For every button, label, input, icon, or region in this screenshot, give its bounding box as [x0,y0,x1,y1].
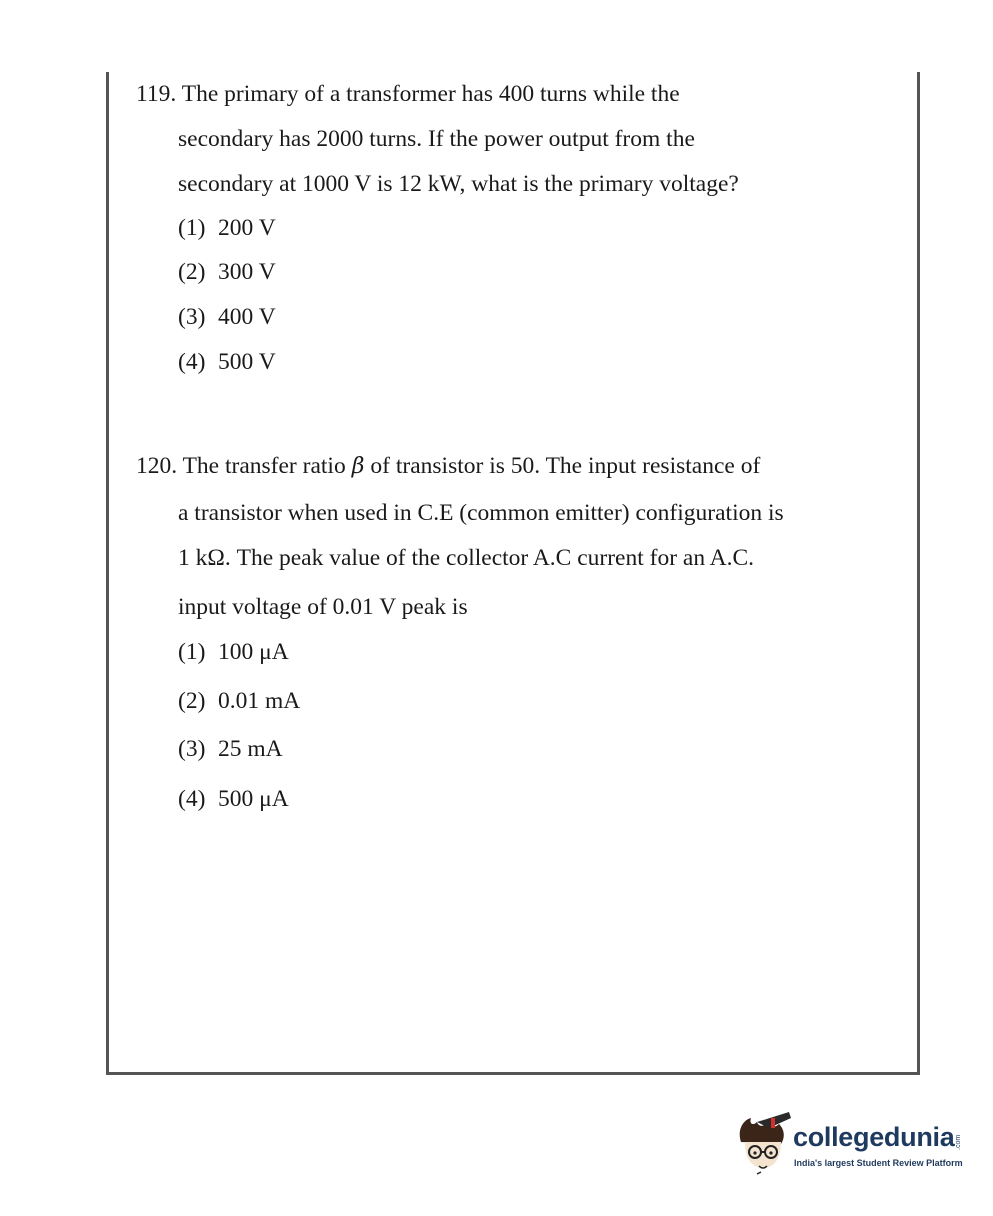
option-119-3[interactable] [178,303,276,331]
question-number: 120. [136,453,178,479]
option-text: 500 μA [218,786,289,812]
option-text: 200 V [218,215,276,241]
option-120-2[interactable] [178,687,300,715]
option-text: 100 μA [218,639,289,665]
option-text: 300 V [218,259,276,285]
option-119-1[interactable] [178,214,276,242]
logo-wordmark: collegedunia [793,1122,955,1152]
option-number: (2) [178,259,206,285]
question-120-line-3: 1 kΩ. The peak value of the collector A.C current for an A.C. [178,545,755,571]
question-120-line-1 [136,452,760,481]
option-number: (3) [178,304,206,330]
option-text: 0.01 mA [218,688,301,714]
option-119-2[interactable] [178,258,276,286]
collegedunia-logo[interactable] [735,1108,965,1188]
option-number: (3) [178,736,206,762]
option-text: 400 V [218,304,276,330]
option-120-1[interactable] [178,638,289,666]
question-119-line-1 [136,80,680,108]
option-number: (2) [178,688,206,714]
question-120 [136,452,866,812]
question-119-line-3: secondary at 1000 V is 12 kW, what is the primary voltage? [178,171,739,197]
question-number: 119. [136,81,177,107]
mascot-icon [735,1108,791,1178]
question-120-line-2: a transistor when used in C.E (common emitter) configuration is [178,500,784,526]
question-120-line-4: input voltage of 0.01 V peak is [178,594,468,620]
option-text: 25 mA [218,736,283,762]
option-120-3[interactable] [178,735,283,763]
option-number: (4) [178,786,206,812]
logo-tagline: India's largest Student Review Platform [794,1158,963,1168]
option-text: 500 V [218,349,276,375]
question-119 [136,80,866,380]
option-number: (1) [178,639,206,665]
question-text: The primary of a transformer has 400 turns while the [181,81,680,107]
question-text: of transistor is 50. The input resistance of [370,453,761,479]
question-text: The transfer ratio [182,453,346,479]
beta-symbol: β [351,454,365,479]
option-number: (1) [178,215,206,241]
option-119-4[interactable] [178,348,276,376]
question-119-line-2: secondary has 2000 turns. If the power output from the [178,126,695,152]
option-number: (4) [178,349,206,375]
logo-suffix: .com [955,1134,962,1150]
option-120-4[interactable] [178,785,289,813]
